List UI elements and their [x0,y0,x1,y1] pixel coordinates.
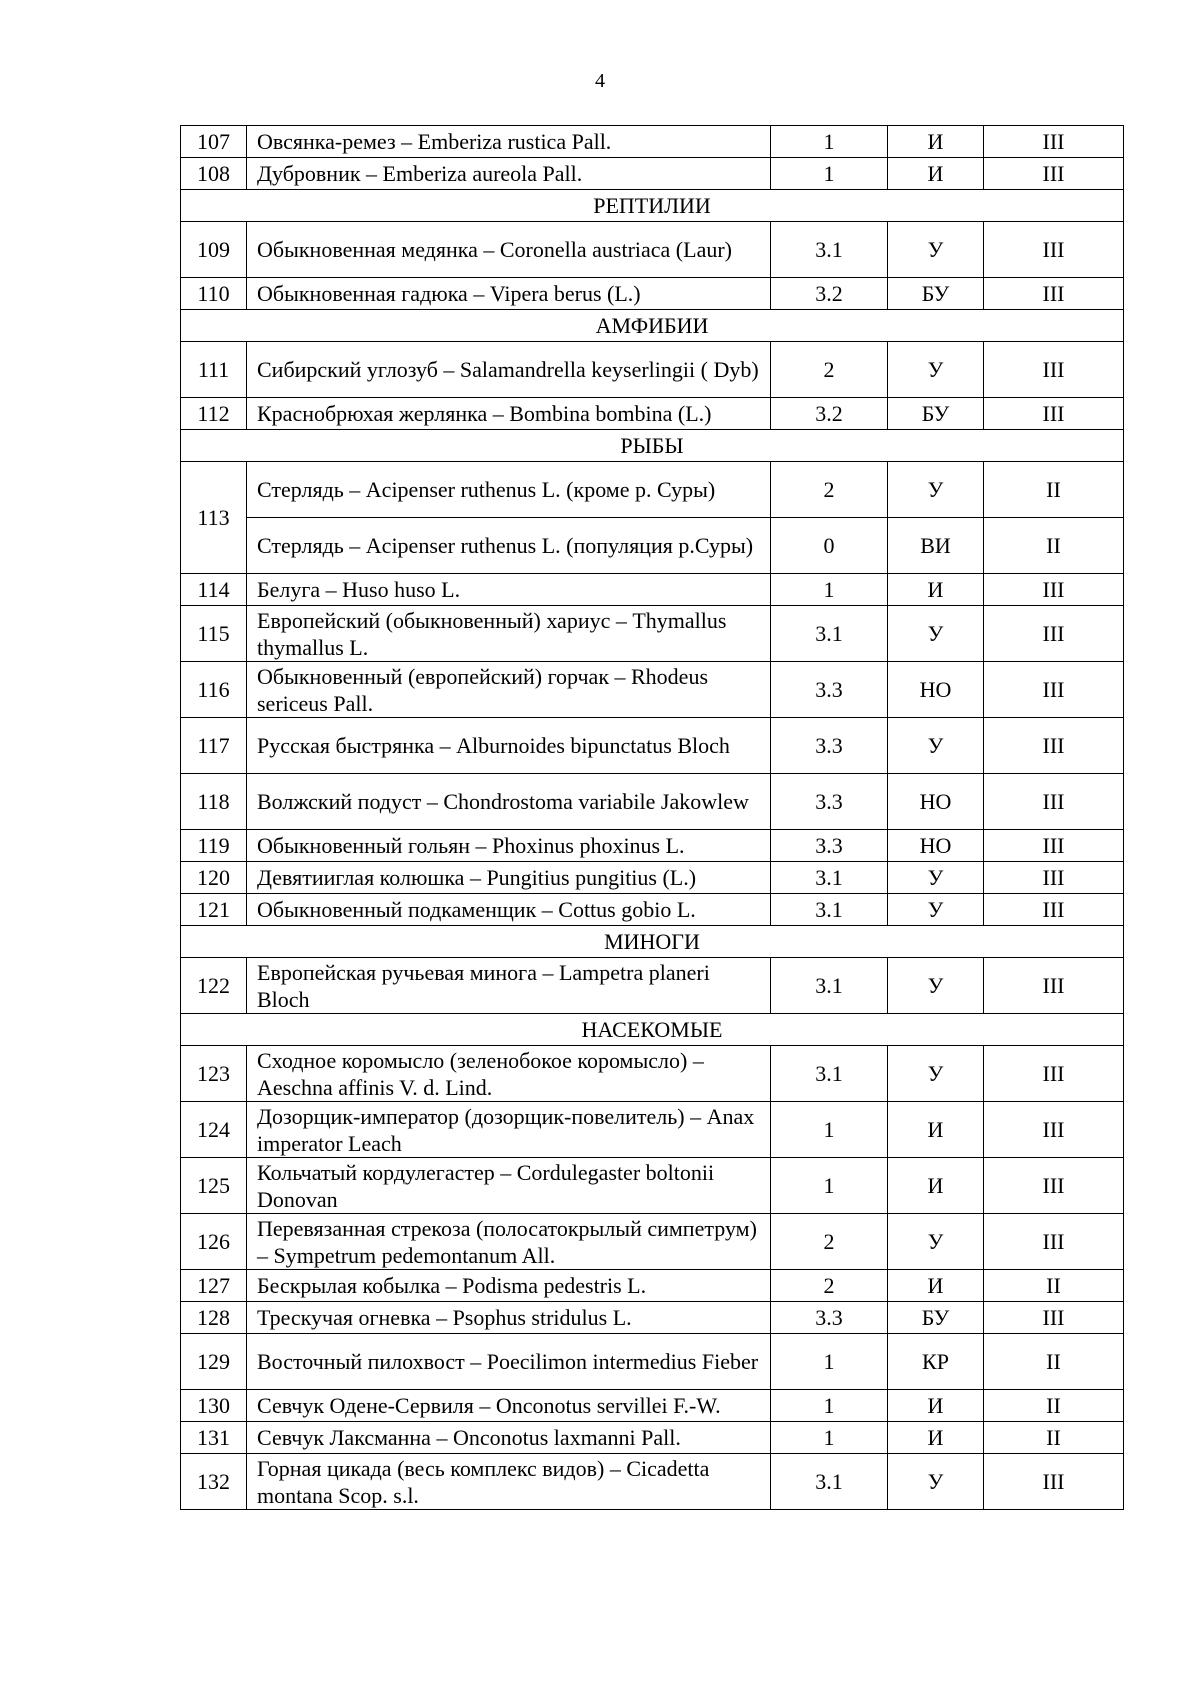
table-row [181,1390,1124,1422]
section-title: РЕПТИЛИИ [181,190,1124,222]
section-title: АМФИБИИ [181,310,1124,342]
table-row [181,718,1124,774]
table-row [181,278,1124,310]
species-name: Восточный пилохвост – Poecilimon intermedius Fieber [247,1334,771,1390]
species-name: Горная цикада (весь комплекс видов) – Cicadetta montana Scop. s.l. [247,1454,771,1510]
species-name: Обыкновенный подкаменщик – Cottus gobio L. [247,894,771,926]
table-row [181,662,1124,718]
species-name: Трескучая огневка – Psophus stridulus L. [247,1302,771,1334]
status-code: КР [888,1334,984,1390]
status-code: И [888,574,984,606]
status-code: НО [888,662,984,718]
species-name: Обыкновенная гадюка – Vipera berus (L.) [247,278,771,310]
table-row [181,518,1124,574]
rarity-category: 1 [771,1334,888,1390]
status-code: И [888,1390,984,1422]
row-number: 124 [181,1102,247,1158]
species-name: Краснобрюхая жерлянка – Bombina bombina (L.) [247,398,771,430]
rarity-category: 3.3 [771,774,888,830]
protection-class: III [984,774,1124,830]
rarity-category: 3.1 [771,862,888,894]
table-row [181,894,1124,926]
rarity-category: 1 [771,158,888,190]
status-code: НО [888,830,984,862]
species-name: Европейская ручьевая минога – Lampetra planeri Bloch [247,958,771,1014]
protection-class: III [984,1454,1124,1510]
table-row [181,830,1124,862]
table-row [181,862,1124,894]
row-number: 114 [181,574,247,606]
protection-class: III [984,1302,1124,1334]
species-name: Обыкновенный (европейский) горчак – Rhodeus sericeus Pall. [247,662,771,718]
table-row [181,774,1124,830]
status-code: И [888,1102,984,1158]
rarity-category: 0 [771,518,888,574]
protection-class: III [984,862,1124,894]
protection-class: III [984,126,1124,158]
protection-class: III [984,1214,1124,1270]
protection-class: III [984,1158,1124,1214]
row-number: 128 [181,1302,247,1334]
page-number: 4 [595,70,605,92]
status-code: НО [888,774,984,830]
row-number: 127 [181,1270,247,1302]
row-number: 130 [181,1390,247,1422]
table-row [181,158,1124,190]
protection-class: II [984,518,1124,574]
species-name: Кольчатый кордулегастер – Cordulegaster boltonii Donovan [247,1158,771,1214]
row-number: 115 [181,606,247,662]
section-header-row [181,926,1124,958]
table-row [181,1158,1124,1214]
row-number: 120 [181,862,247,894]
species-name: Девятииглая колюшка – Pungitius pungitius (L.) [247,862,771,894]
row-number: 132 [181,1454,247,1510]
rarity-category: 3.1 [771,1046,888,1102]
table-row [181,606,1124,662]
status-code: У [888,862,984,894]
species-name: Обыкновенная медянка – Coronella austriaca (Laur) [247,222,771,278]
section-title: МИНОГИ [181,926,1124,958]
species-name: Стерлядь – Acipenser ruthenus L. (популяция р.Суры) [247,518,771,574]
status-code: У [888,958,984,1014]
row-number: 107 [181,126,247,158]
row-number: 112 [181,398,247,430]
table-row [181,574,1124,606]
table-row [181,398,1124,430]
status-code: У [888,1454,984,1510]
status-code: ВИ [888,518,984,574]
rarity-category: 1 [771,1422,888,1454]
table-row [181,342,1124,398]
species-name: Дубровник – Emberiza aureola Pall. [247,158,771,190]
species-table [180,125,1124,1510]
rarity-category: 1 [771,126,888,158]
status-code: И [888,158,984,190]
table-row [181,1334,1124,1390]
table-row [181,1270,1124,1302]
status-code: И [888,1158,984,1214]
rarity-category: 2 [771,1214,888,1270]
status-code: У [888,462,984,518]
species-name: Дозорщик-император (дозорщик-повелитель) – Anax imperator Leach [247,1102,771,1158]
protection-class: III [984,222,1124,278]
status-code: У [888,1046,984,1102]
protection-class: III [984,398,1124,430]
rarity-category: 3.3 [771,718,888,774]
protection-class: II [984,1422,1124,1454]
protection-class: III [984,278,1124,310]
section-header-row [181,430,1124,462]
protection-class: III [984,894,1124,926]
rarity-category: 3.1 [771,222,888,278]
species-name: Севчук Лаксманна – Onconotus laxmanni Pall. [247,1422,771,1454]
species-name: Стерлядь – Acipenser ruthenus L. (кроме р. Суры) [247,462,771,518]
protection-class: III [984,718,1124,774]
protection-class: III [984,1102,1124,1158]
rarity-category: 1 [771,574,888,606]
species-name: Овсянка-ремез – Emberiza rustica Pall. [247,126,771,158]
row-number: 121 [181,894,247,926]
section-header-row [181,190,1124,222]
rarity-category: 3.1 [771,894,888,926]
row-number: 122 [181,958,247,1014]
rarity-category: 3.3 [771,662,888,718]
species-name: Волжский подуст – Chondrostoma variabile Jakowlew [247,774,771,830]
status-code: У [888,718,984,774]
section-header-row [181,310,1124,342]
table-row [181,1302,1124,1334]
table-row [181,1454,1124,1510]
species-name: Севчук Одене-Сервиля – Onconotus servillei F.-W. [247,1390,771,1422]
protection-class: II [984,462,1124,518]
table-row [181,1046,1124,1102]
table-row [181,1214,1124,1270]
rarity-category: 3.1 [771,958,888,1014]
rarity-category: 3.2 [771,398,888,430]
protection-class: III [984,830,1124,862]
table-row [181,1102,1124,1158]
species-name: Сибирский углозуб – Salamandrella keyserlingii ( Dyb) [247,342,771,398]
species-table-body [181,126,1124,1510]
table-row [181,222,1124,278]
status-code: И [888,126,984,158]
row-number: 125 [181,1158,247,1214]
section-title: РЫБЫ [181,430,1124,462]
status-code: И [888,1270,984,1302]
row-number: 108 [181,158,247,190]
protection-class: II [984,1270,1124,1302]
row-number: 126 [181,1214,247,1270]
status-code: БУ [888,278,984,310]
rarity-category: 2 [771,1270,888,1302]
status-code: БУ [888,1302,984,1334]
rarity-category: 1 [771,1102,888,1158]
row-number: 116 [181,662,247,718]
rarity-category: 3.3 [771,830,888,862]
table-row [181,1422,1124,1454]
species-name: Бескрылая кобылка – Podisma pedestris L. [247,1270,771,1302]
section-header-row [181,1014,1124,1046]
row-number: 119 [181,830,247,862]
protection-class: II [984,1334,1124,1390]
status-code: У [888,894,984,926]
row-number: 131 [181,1422,247,1454]
row-number: 111 [181,342,247,398]
protection-class: III [984,662,1124,718]
row-number: 109 [181,222,247,278]
rarity-category: 3.1 [771,1454,888,1510]
row-number: 110 [181,278,247,310]
row-number: 118 [181,774,247,830]
row-number: 117 [181,718,247,774]
species-name: Обыкновенный гольян – Phoxinus phoxinus L. [247,830,771,862]
status-code: У [888,222,984,278]
species-name: Сходное коромысло (зеленобокое коромысло) – Aeschna affinis V. d. Lind. [247,1046,771,1102]
status-code: У [888,606,984,662]
rarity-category: 2 [771,342,888,398]
status-code: У [888,1214,984,1270]
row-number: 113 [181,462,247,574]
protection-class: III [984,606,1124,662]
species-name: Белуга – Huso huso L. [247,574,771,606]
rarity-category: 2 [771,462,888,518]
row-number: 123 [181,1046,247,1102]
section-title: НАСЕКОМЫЕ [181,1014,1124,1046]
protection-class: III [984,158,1124,190]
protection-class: III [984,574,1124,606]
table-row [181,958,1124,1014]
protection-class: II [984,1390,1124,1422]
rarity-category: 3.3 [771,1302,888,1334]
rarity-category: 1 [771,1158,888,1214]
protection-class: III [984,958,1124,1014]
status-code: И [888,1422,984,1454]
table-row [181,126,1124,158]
protection-class: III [984,1046,1124,1102]
rarity-category: 1 [771,1390,888,1422]
rarity-category: 3.1 [771,606,888,662]
status-code: БУ [888,398,984,430]
row-number: 129 [181,1334,247,1390]
table-row [181,462,1124,518]
protection-class: III [984,342,1124,398]
status-code: У [888,342,984,398]
species-name: Европейский (обыкновенный) хариус – Thymallus thymallus L. [247,606,771,662]
species-name: Перевязанная стрекоза (полосатокрылый симпетрум) – Sympetrum pedemontanum All. [247,1214,771,1270]
species-name: Русская быстрянка – Alburnoides bipunctatus Bloch [247,718,771,774]
rarity-category: 3.2 [771,278,888,310]
